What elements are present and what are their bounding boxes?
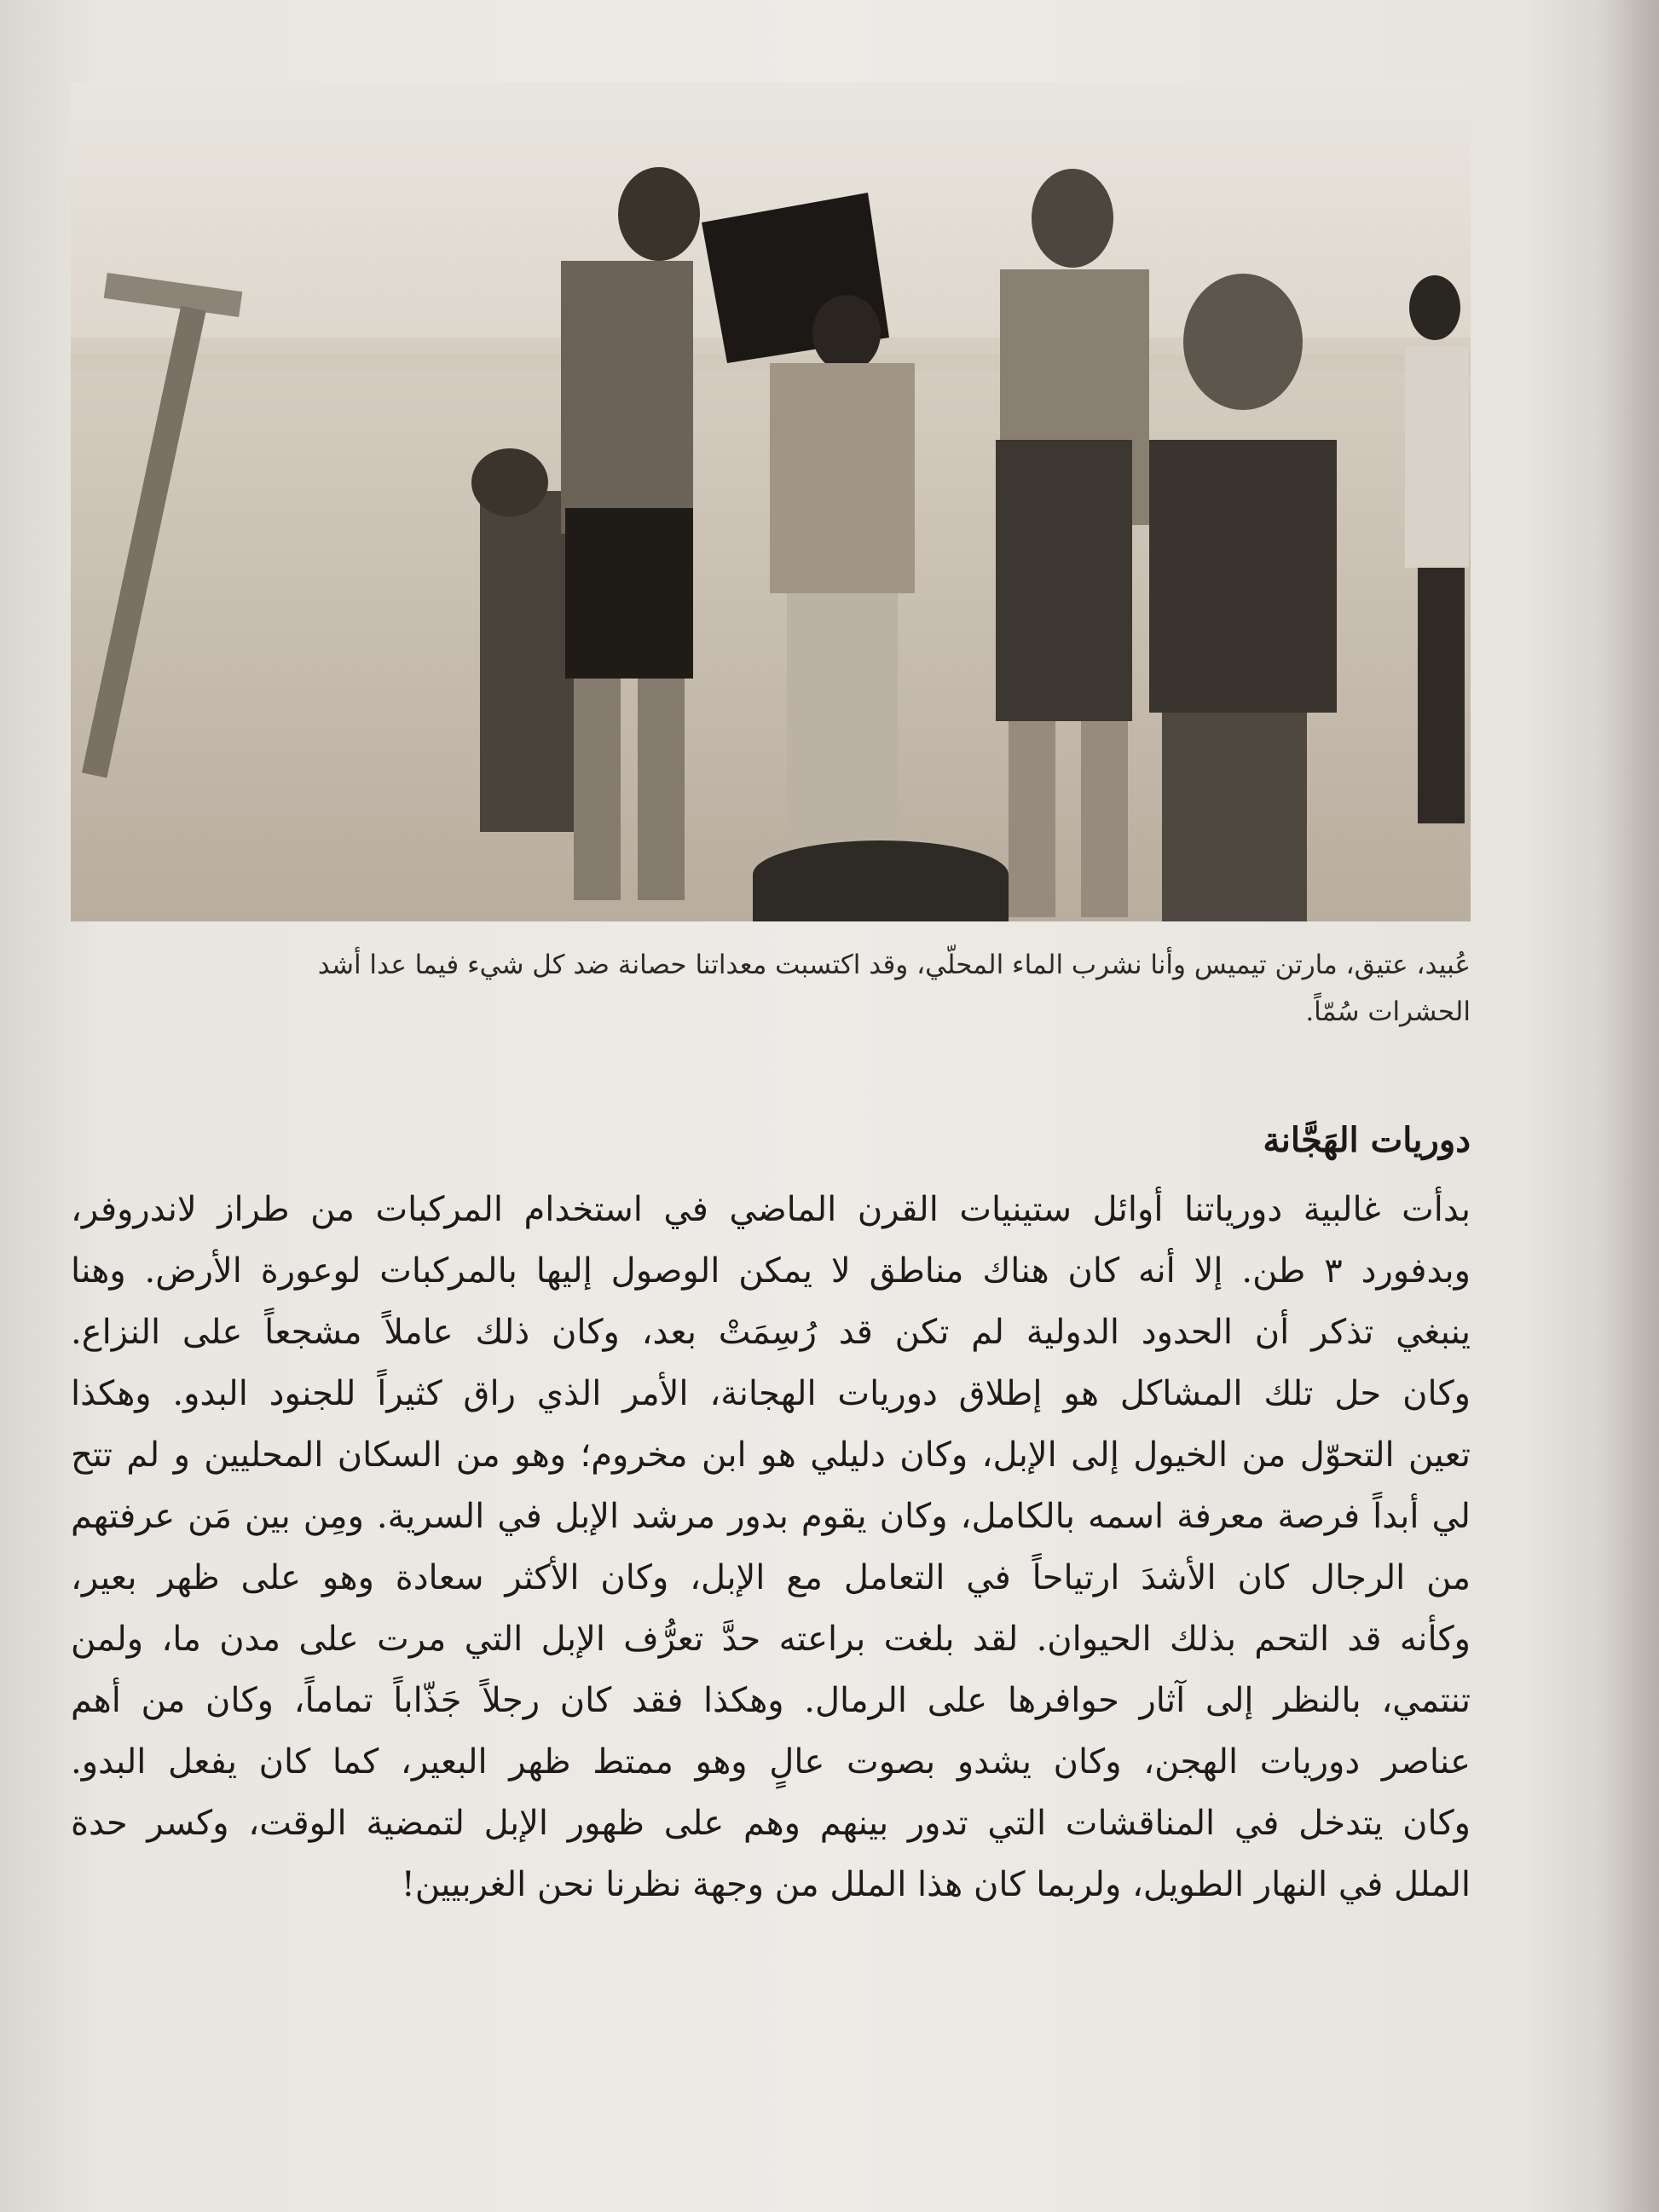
body-line: بدأت غالبية دورياتنا أوائل ستينيات القرن الماضي في استخدام المركبات من طراز لاندروفر،: [71, 1190, 1471, 1229]
photo-image-icon: [71, 82, 1471, 921]
caption-line: الحشرات سُمّاً.: [1305, 996, 1471, 1027]
body-line: وبدفورد ٣ طن. إلا أنه كان هناك مناطق لا يمكن الوصول إليها بالمركبات لوعورة الأرض. وهنا: [71, 1251, 1471, 1291]
body-line: تعين التحوّل من الخيول إلى الإبل، وكان دليلي هو ابن مخروم؛ وهو من السكان المحليين و لم تتح: [71, 1435, 1471, 1475]
caption-line: عُبيد، عتيق، مارتن تيميس وأنا نشرب الماء المحلّي، وقد اكتسبت معداتنا حصانة ضد كل شيء فيما عدا أشد: [317, 950, 1471, 980]
body-line: وكان يتدخل في المناقشات التي تدور بينهم وهم على ظهور الإبل لتمضية الوقت، وكسر حدة: [71, 1804, 1471, 1843]
page-edge-shadow: [1599, 0, 1659, 2212]
body-line: لي أبداً فرصة معرفة اسمه بالكامل، وكان يقوم بدور مرشد الإبل في السرية. ومِن بين مَن عرفتهم: [71, 1497, 1471, 1536]
body-line: من الرجال كان الأشدَ ارتياحاً في التعامل مع الإبل، وكان الأكثر سعادة وهو على ظهر بعير،: [71, 1558, 1471, 1597]
body-line: تنتمي، بالنظر إلى آثار حوافرها على الرمال. وهكذا فقد كان رجلاً جَذّاباً تماماً، وكان من أهم: [71, 1681, 1471, 1720]
body-paragraph: [71, 1179, 1471, 1915]
body-line: ينبغي تذكر أن الحدود الدولية لم تكن قد رُسِمَتْ بعد، وكان ذلك عاملاً مشجعاً على النزاع.: [71, 1313, 1471, 1352]
body-line: الملل في النهار الطويل، ولربما كان هذا الملل من وجهة نظرنا نحن الغربيين!: [401, 1865, 1471, 1904]
body-line: عناصر دوريات الهجن، وكان يشدو بصوت عالٍ وهو ممتط ظهر البعير، كما كان يفعل البدو.: [71, 1742, 1471, 1782]
archive-photo: [71, 82, 1471, 921]
body-line: وكان حل تلك المشاكل هو إطلاق دوريات الهجانة، الأمر الذي راق كثيراً للجنود البدو. وهكذا: [71, 1374, 1471, 1413]
photo-caption: [166, 942, 1471, 1036]
body-line: وكأنه قد التحم بذلك الحيوان. لقد بلغت براعته حدَّ تعرُّف الإبل التي مرت على مدن ما، ولمن: [71, 1620, 1471, 1659]
section-heading: دوريات الهَجَّانة: [1263, 1120, 1471, 1160]
